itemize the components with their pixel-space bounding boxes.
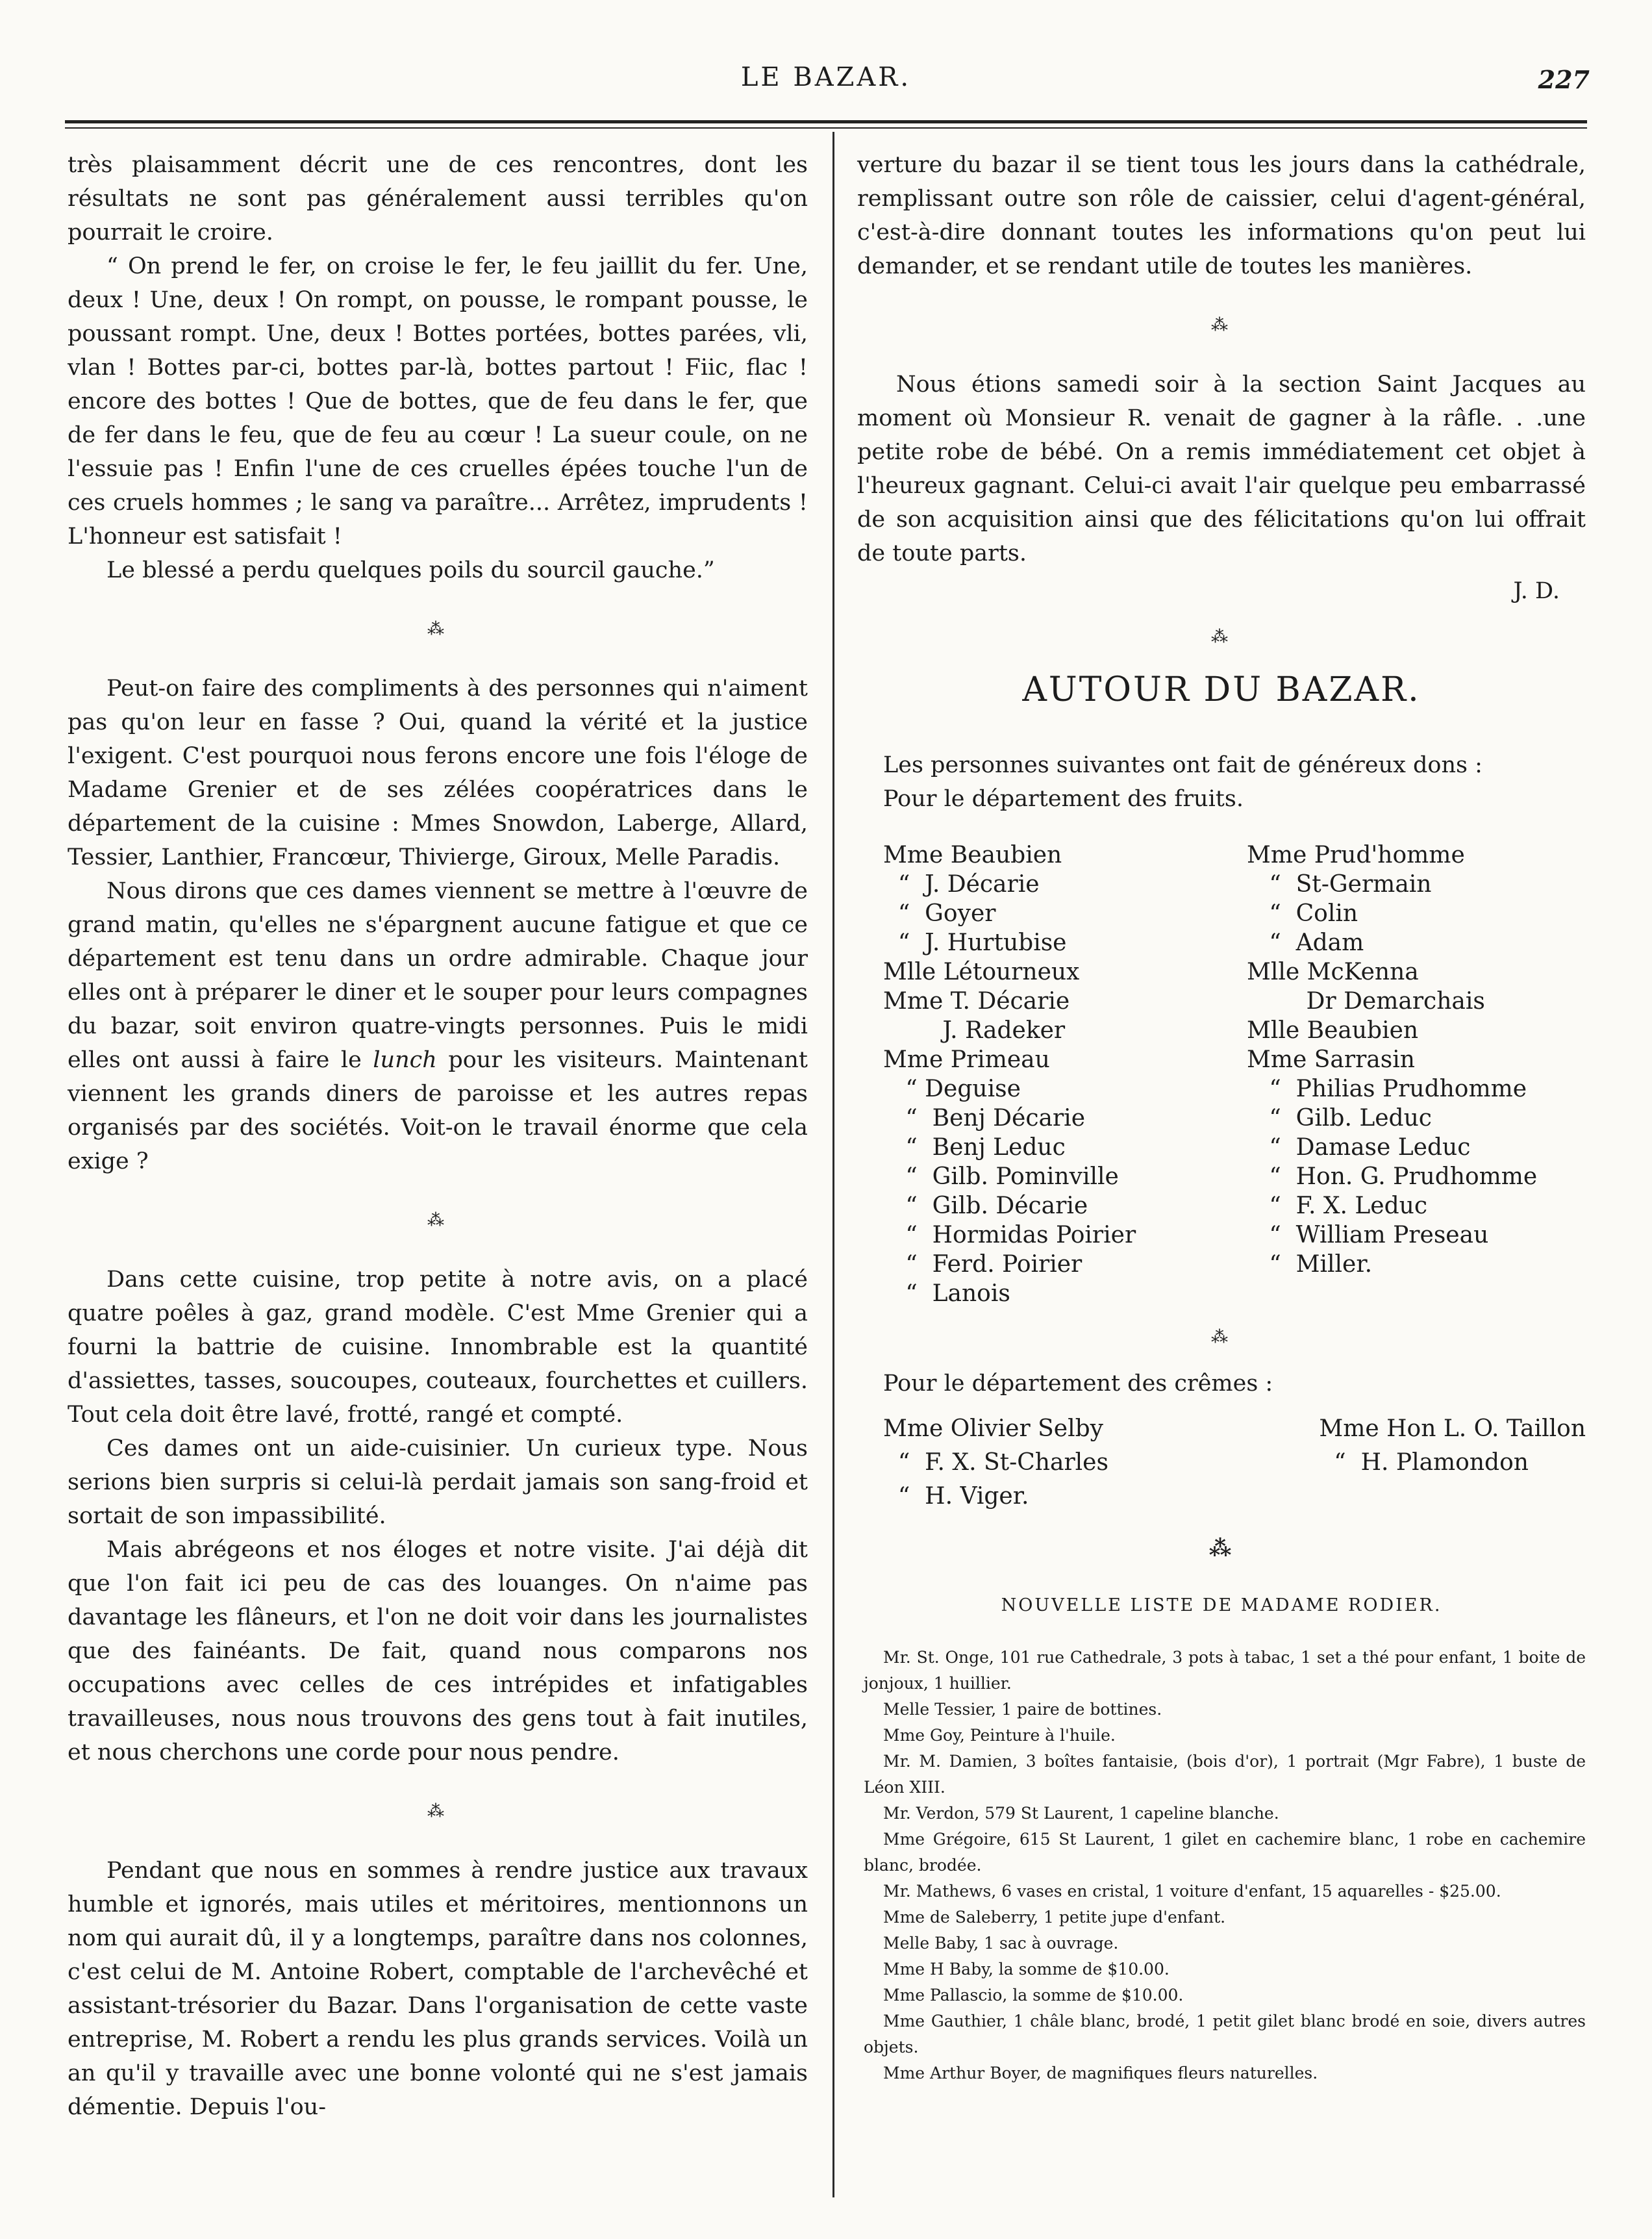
text-run: Nous dirons que ces dames viennent se mettre à l'œuvre de grand matin, qu'elles ne s'épargnent aucune fatigue et que ce département est tenu dans un ordre admirable. Chaque jour elles ont à préparer le diner et le souper pour leurs compagnes du bazar, soit environ quatre-vingts personnes. Puis le midi elles ont aussi à faire le — [68, 878, 808, 1073]
paragraph: verture du bazar il se tient tous les jours dans la cathédrale, remplissant outre son rôle de caissier, celui d'agent-général, c'est-à-dire donnant toutes les informations qu'on peut lui demander, et se rendant utile de toutes les manières. — [857, 152, 1586, 279]
donor-entry: Mr. Verdon, 579 St Laurent, 1 capeline blanche. — [883, 1804, 1279, 1823]
paragraph: Ces dames ont un aide-cuisinier. Un curieux type. Nous serions bien surpris si celui-là perdait jamais son sang-froid et sortait de son impassibilité. — [68, 1436, 808, 1529]
running-title: LE BAZAR. — [740, 62, 912, 92]
donor-name: “ Lanois — [883, 1280, 1010, 1307]
donor-entry: Mr. Mathews, 6 vases en cristal, 1 voiture d'enfant, 15 aquarelles - $25.00. — [883, 1882, 1501, 1901]
donor-name: “ St-Germain — [1247, 871, 1432, 898]
asterism-separator: ⁂ — [1211, 1328, 1232, 1347]
donor-name: “ F. X. Leduc — [1247, 1193, 1427, 1219]
donor-name: “ Ferd. Poirier — [883, 1251, 1083, 1278]
donor-name: “ H. Viger. — [883, 1483, 1029, 1510]
asterism-separator: ⁂ — [1208, 1536, 1234, 1562]
column-divider — [832, 132, 834, 2197]
paragraph: Dans cette cuisine, trop petite à notre avis, on a placé quatre poêles à gaz, grand modèle. C'est Mme Grenier qui a fourni la battrie de cuisine. Innombrable est la quantité d'assiettes, tasses, soucoupes, couteaux, fourchettes et cuillers. Tout cela doit être lavé, frotté, rangé et compté. — [68, 1267, 808, 1428]
donor-entry: Melle Baby, 1 sac à ouvrage. — [883, 1934, 1119, 1953]
donor-name: “ Benj Leduc — [883, 1134, 1066, 1161]
donor-name: Mme Primeau — [883, 1046, 1050, 1073]
donor-entry: Mme H Baby, la somme de $10.00. — [883, 1960, 1170, 1979]
paragraph: Le blessé a perdu quelques poils du sourcil gauche.” — [106, 557, 715, 583]
cremes-donor-column-1 — [883, 1412, 1108, 1513]
donor-name: Mme Olivier Selby — [883, 1415, 1103, 1442]
donor-name: “ Gilb. Leduc — [1247, 1105, 1432, 1132]
donor-name: “ H. Plamondon — [1319, 1449, 1529, 1476]
paragraph: Pendant que nous en sommes à rendre justice aux travaux humble et ignorés, mais utiles et méritoires, mentionnons un nom qui aurait dû, il y a longtemps, paraître dans nos colonnes, c'est celui de M. Antoine Robert, comptable de l'archevêché et assistant-trésorier du Bazar. Dans l'organisation de cette vaste entreprise, M. Robert a rendu les plus grands services. Voilà un an qu'il y travaille avec une bonne volonté qui ne s'est jamais démentie. Depuis l'ou- — [68, 1858, 808, 2120]
paragraph — [68, 874, 808, 1178]
donor-name: Mlle Létourneux — [883, 959, 1080, 985]
paragraph: Mais abrégeons et nos éloges et notre visite. J'ai déjà dit que l'on fait ici peu de cas des louanges. On n'aime pas davantage les flâneurs, et l'on ne doit voir dans les journalistes que des fainéants. De fait, quand nous comparons nos occupations avec celles de ces intrépides et infatigables travailleuses, nous nous trouvons des gens tout à fait inutiles, et nous cherchons une corde pour nous pendre. — [68, 1537, 808, 1765]
asterism-separator: ⁂ — [427, 620, 448, 639]
donor-name: “ Damase Leduc — [1247, 1134, 1471, 1161]
right-column — [857, 148, 1586, 2086]
fruits-donor-list — [857, 841, 1586, 1308]
donor-name: “ Benj Décarie — [883, 1105, 1085, 1132]
donor-name: “ J. Décarie — [883, 871, 1040, 898]
cremes-donor-list — [857, 1412, 1586, 1513]
cremes-department-heading: Pour le département des crêmes : — [883, 1371, 1273, 1397]
donor-name: Mme Beaubien — [883, 842, 1062, 868]
donor-name: “ Hormidas Poirier — [883, 1222, 1136, 1248]
asterism-separator: ⁂ — [427, 1802, 448, 1821]
asterism-separator: ⁂ — [1211, 316, 1232, 335]
donor-entry: Mme Grégoire, 615 St Laurent, 1 gilet en cachemire blanc, 1 robe en cachemire blanc, brodée. — [864, 1830, 1586, 1875]
cremes-donor-column-2 — [1319, 1412, 1586, 1513]
fruits-department-heading: Pour le département des fruits. — [883, 786, 1244, 812]
donor-name: Mlle Beaubien — [1247, 1017, 1419, 1044]
header-rule-thick — [65, 120, 1587, 123]
donor-name: “ William Preseau — [1247, 1222, 1489, 1248]
donor-name: “ Gilb. Pominville — [883, 1163, 1119, 1190]
donor-name: Mlle McKenna — [1247, 959, 1419, 985]
donor-name: “ Deguise — [883, 1076, 1021, 1102]
paragraph-quote: “ On prend le fer, on croise le fer, le feu jaillit du fer. Une, deux ! Une, deux ! On rompt, on pousse, le rompant pousse, le poussant rompt. Une, deux ! Bottes portées, bottes parées, vli, vlan ! Bottes par-ci, bottes par-là, bottes partout ! Fiic, flac ! encore des bottes ! Que de bottes, que de feu dans le fer, que de fer dans le feu, que de feu au cœur ! La sueur coule, on ne l'essuie pas ! Enfin l'une de ces cruelles épées touche l'un de ces cruels hommes ; le sang va paraître... Arrêtez, imprudents ! L'honneur est satisfait ! — [68, 253, 808, 550]
donor-name: Mme Prud'homme — [1247, 842, 1465, 868]
asterism-separator: ⁂ — [1211, 627, 1232, 647]
donor-name: “ Adam — [1247, 930, 1364, 956]
donor-name: “ Goyer — [883, 900, 996, 927]
donor-entry: Mr. M. Damien, 3 boîtes fantaisie, (bois d'or), 1 portrait (Mgr Fabre), 1 buste de Léon XIII. — [864, 1752, 1586, 1797]
rodier-list-title: NOUVELLE LISTE DE MADAME RODIER. — [1001, 1595, 1442, 1615]
donor-name: “ Gilb. Décarie — [883, 1193, 1088, 1219]
left-column — [68, 148, 808, 2124]
donations-intro: Les personnes suivantes ont fait de généreux dons : — [883, 752, 1483, 778]
donor-name: “ Philias Prudhomme — [1247, 1076, 1527, 1102]
donor-entry: Mme de Saleberry, 1 petite jupe d'enfant. — [883, 1908, 1226, 1927]
donor-name: “ Miller. — [1247, 1251, 1373, 1278]
donor-name: Mme Sarrasin — [1247, 1046, 1415, 1073]
donor-name: Mme T. Décarie — [883, 988, 1070, 1015]
paragraph: très plaisamment décrit une de ces rencontres, dont les résultats ne sont pas généralement aussi terribles qu'on pourrait le croire. — [68, 152, 808, 246]
section-title: AUTOUR DU BAZAR. — [1022, 670, 1421, 709]
donor-entry: Mr. St. Onge, 101 rue Cathedrale, 3 pots à tabac, 1 set a thé pour enfant, 1 boite de jonjoux, 1 huillier. — [864, 1648, 1586, 1693]
donor-name: “ J. Hurtubise — [883, 930, 1067, 956]
asterism-separator: ⁂ — [427, 1211, 448, 1230]
page-number: 227 — [1538, 65, 1590, 94]
rodier-donor-list — [857, 1645, 1586, 2086]
donor-entry: Mme Gauthier, 1 châle blanc, brodé, 1 petit gilet blanc brodé en soie, divers autres objets. — [864, 2012, 1586, 2056]
paragraph: Peut-on faire des compliments à des personnes qui n'aiment pas qu'on leur en fasse ? Oui, quand la vérité et la justice l'exigent. C'est pourquoi nous ferons encore une fois l'éloge de Madame Grenier et de ses zélées coopératrices dans le département de la cuisine : Mmes Snowdon, Laberge, Allard, Tessier, Lanthier, Francœur, Thivierge, Giroux, Melle Paradis. — [68, 676, 808, 870]
donor-name: “ Colin — [1247, 900, 1358, 927]
donor-entry: Mme Pallascio, la somme de $10.00. — [883, 1986, 1184, 2005]
donor-name: Dr Demarchais — [1247, 988, 1485, 1015]
donor-name: “ Hon. G. Prudhomme — [1247, 1163, 1538, 1190]
author-signature: J. D. — [1513, 578, 1560, 604]
donor-entry: Melle Tessier, 1 paire de bottines. — [883, 1700, 1162, 1719]
donor-entry: Mme Arthur Boyer, de magnifiques fleurs naturelles. — [883, 2064, 1318, 2082]
donor-entry: Mme Goy, Peinture à l'huile. — [883, 1726, 1116, 1745]
fruits-donor-column-2 — [1247, 841, 1584, 1308]
donor-name: Mme Hon L. O. Taillon — [1319, 1415, 1586, 1442]
header-rule-thin — [65, 127, 1587, 129]
italic-word: lunch — [373, 1047, 437, 1073]
text-run: pour les visiteurs. Maintenant viennent les grands diners de paroisse et les autres repas organisés par des sociétés. Voit-on le travail énorme que cela exige ? — [68, 1047, 808, 1174]
donor-name: J. Radeker — [883, 1017, 1066, 1044]
paragraph: Nous étions samedi soir à la section Saint Jacques au moment où Monsieur R. venait de gagner à la râfle. . .une petite robe de bébé. On a remis immédiatement cet objet à l'heureux gagnant. Celui-ci avait l'air quelque peu embarrassé de son acquisition ainsi que des félicitations qu'on lui offrait de toute parts. — [857, 372, 1586, 566]
fruits-donor-column-1 — [883, 841, 1247, 1308]
donor-name: “ F. X. St-Charles — [883, 1449, 1108, 1476]
